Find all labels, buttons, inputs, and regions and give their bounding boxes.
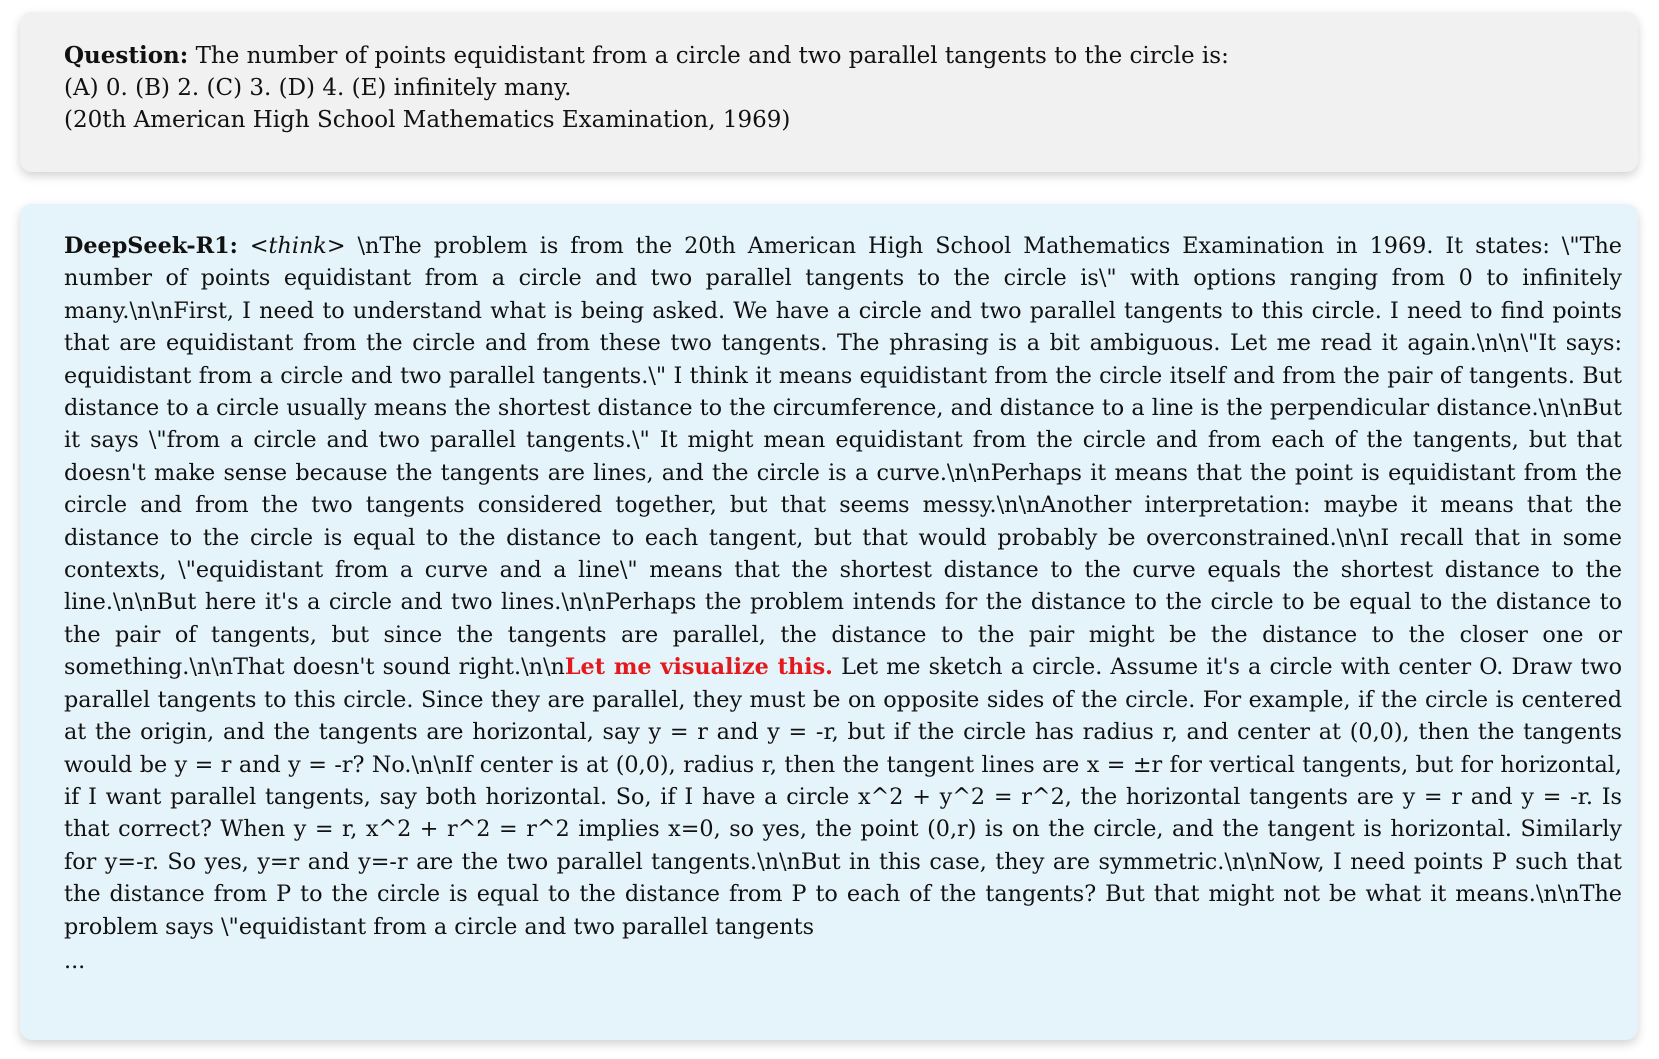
question-text: The number of points equidistant from a circle and two parallel tangents to the circle is:: [195, 43, 1229, 69]
question-line-1: [64, 40, 1594, 72]
answer-paragraph: [64, 230, 1622, 943]
think-tag: <think>: [249, 233, 346, 259]
answer-text-after: Let me sketch a circle. Assume it's a circle with center O. Draw two parallel tangents to this circle. Since they are parallel, they must be on opposite sides of the circle. For example, if the circle is centered at the origin, and the tangents are horizontal, say y = r and y = -r, but if the circle has radius r, and center at (0,0), then the tangents would be y = r and y = -r? No.\n\nIf center is at (0,0), radius r, then the tangent lines are x = ±r for vertical tangents, but for horizontal, if I want parallel tangents, say both horizontal. So, if I have a circle x^2 + y^2 = r^2, the horizontal tangents are y = r and y = -r. Is that correct? When y = r, x^2 + r^2 = r^2 implies x=0, so yes, the point (0,r) is on the circle, and the tangent is horizontal. Similarly for y=-r. So yes, y=r and y=-r are the two parallel tangents.\n\nBut in this case, they are symmetric.\n\nNow, I need points P such that the distance from P to the circle is equal to the distance from P to each of the tangents? But that might not be what it means.\n\nThe problem says \"equidistant from a circle and two parallel tangents: [64, 654, 1623, 940]
question-options: (A) 0. (B) 2. (C) 3. (D) 4. (E) infinitely many.: [64, 75, 572, 101]
answer-card: [20, 204, 1638, 1040]
answer-text-before: \nThe problem is from the 20th American High School Mathematics Examination in 1969. It states: \"The number of points equidistant from a circle and two parallel tangents to the circle is\" with options ranging from 0 to infinitely many.\n\nFirst, I need to understand what is being asked. We have a circle and two parallel tangents to this circle. I need to find points that are equidistant from the circle and from these two tangents. The phrasing is a bit ambiguous. Let me read it again.\n\n\"It says: equidistant from a circle and two parallel tangents.\" I think it means equidistant from the circle itself and from the pair of tangents. But distance to a circle usually means the shortest distance to the circumference, and distance to a line is the perpendicular distance.\n\nBut it says \"from a circle and two parallel tangents.\" It might mean equidistant from the circle and from each of the tangents, but that doesn't make sense because the tangents are lines, and the circle is a curve.\n\nPerhaps it means that the point is equidistant from the circle and from the two tangents considered together, but that seems messy.\n\nAnother interpretation: maybe it means that the distance to the circle is equal to the distance to each tangent, but that would probably be overconstrained.\n\nI recall that in some contexts, \"equidistant from a curve and a line\" means that the shortest distance to the curve equals the shortest distance to the line.\n\nBut here it's a circle and two lines.\n\nPerhaps the problem intends for the distance to the circle to be equal to the distance to the pair of tangents, but since the tangents are parallel, the distance to the pair might be the distance to the closer one or something.\n\nThat doesn't sound right.\n\n: [64, 233, 1623, 681]
model-label: DeepSeek-R1:: [64, 233, 238, 259]
question-card: [20, 12, 1638, 172]
ellipsis: ...: [64, 947, 86, 974]
highlight-phrase: Let me visualize this.: [564, 654, 833, 681]
question-source: (20th American High School Mathematics Examination, 1969): [64, 107, 791, 133]
question-label: Question:: [64, 42, 189, 69]
